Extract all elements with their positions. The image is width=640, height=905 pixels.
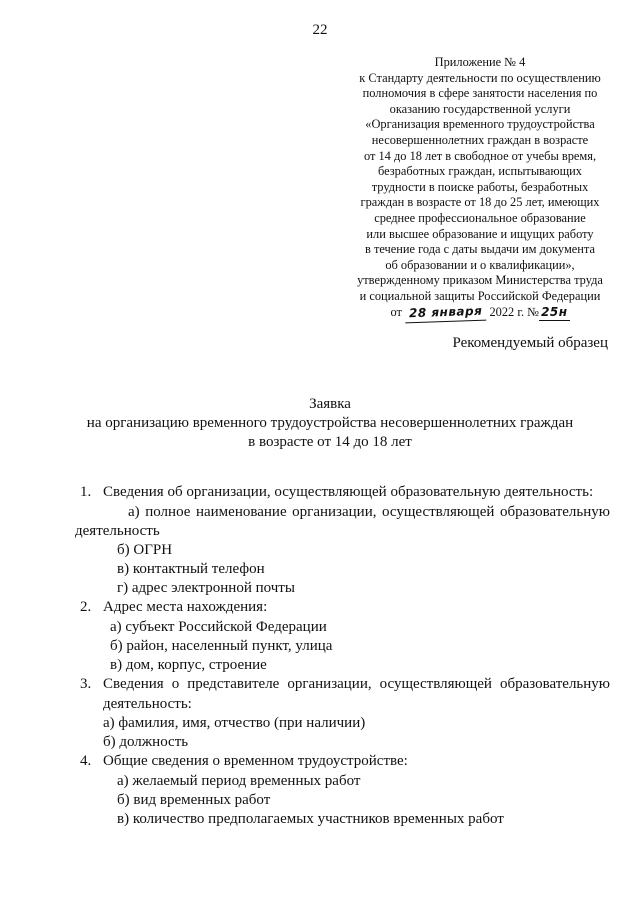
sub-item: в) количество предполагаемых участников временных работ <box>117 811 504 827</box>
sub-item: а) субъект Российской Федерации <box>110 619 327 635</box>
list-item <box>80 752 610 771</box>
sub-item: б) должность <box>103 734 189 750</box>
appendix-line: трудности в поиске работы, безработных <box>371 179 589 194</box>
item-heading: Сведения об организации, осуществляющей образовательную деятельность: <box>103 484 594 500</box>
sub-item: а) фамилия, имя, отчество (при наличии) <box>103 715 366 731</box>
appendix-line: полномочия в сфере занятости населения по <box>362 86 598 101</box>
item-number: 1. <box>80 484 92 500</box>
appendix-line: оказанию государственной услуги <box>389 101 571 116</box>
sub-item: а) полное наименование организации, осуществляющей образовательную <box>128 504 610 520</box>
list-item <box>80 598 610 617</box>
handwritten-date: 28 января <box>405 303 487 322</box>
item-number: 2. <box>80 599 92 615</box>
appendix-line: несовершеннолетних граждан в возрасте <box>371 132 589 147</box>
sub-item: г) адрес электронной почты <box>117 580 295 596</box>
appendix-line: граждан в возрасте от 18 до 25 лет, имеющих <box>360 195 600 210</box>
appendix-header <box>330 55 630 321</box>
sub-item: б) ОГРН <box>117 542 173 558</box>
appendix-line: Приложение № 4 <box>434 55 526 69</box>
item-heading: Сведения о представителе организации, осуществляющей образовательную <box>103 676 610 692</box>
sub-item: деятельность <box>75 523 160 539</box>
title-line: на организацию временного трудоустройства несовершеннолетних граждан <box>86 415 574 431</box>
list-item <box>80 483 610 502</box>
appendix-line: об образовании и о квалификации», <box>385 257 575 272</box>
item-heading: Адрес места нахождения: <box>103 599 268 615</box>
title-line: в возрасте от 14 до 18 лет <box>248 434 412 450</box>
appendix-line: «Организация временного трудоустройства <box>365 117 595 132</box>
sub-item: б) район, населенный пункт, улица <box>110 638 333 654</box>
item-number: 3. <box>80 676 92 692</box>
recommended-sample-label: Рекомендуемый образец <box>452 335 608 351</box>
appendix-line: безработных граждан, испытывающих <box>378 164 582 179</box>
item-number: 4. <box>80 753 92 769</box>
page-number: 22 <box>312 22 328 38</box>
application-items <box>75 483 610 829</box>
appendix-line: и социальной защиты Российской Федерации <box>359 288 601 303</box>
appendix-line: от 14 до 18 лет в свободное от учебы время, <box>363 148 597 163</box>
item-heading: Общие сведения о временном трудоустройстве: <box>103 753 408 769</box>
order-prefix: от <box>390 304 402 319</box>
handwritten-order-number: 25н <box>539 305 570 322</box>
appendix-line: в течение года с даты выдачи им документа <box>365 242 595 257</box>
sub-item: в) дом, корпус, строение <box>110 657 267 673</box>
appendix-line: среднее профессиональное образование <box>374 210 586 225</box>
sub-item: б) вид временных работ <box>117 792 271 808</box>
sub-item: а) желаемый период временных работ <box>117 773 361 789</box>
order-date-line <box>330 305 630 322</box>
appendix-line: к Стандарту деятельности по осуществлению <box>359 70 601 85</box>
list-item <box>80 675 610 694</box>
sub-item: в) контактный телефон <box>117 561 265 577</box>
sub-item: деятельность: <box>103 696 192 712</box>
order-year: 2022 г. № <box>489 304 540 319</box>
document-title <box>40 395 620 452</box>
title-line: Заявка <box>309 396 351 412</box>
appendix-line: или высшее образование и ищущих работу <box>366 226 594 241</box>
appendix-line: утвержденному приказом Министерства труда <box>357 273 603 288</box>
